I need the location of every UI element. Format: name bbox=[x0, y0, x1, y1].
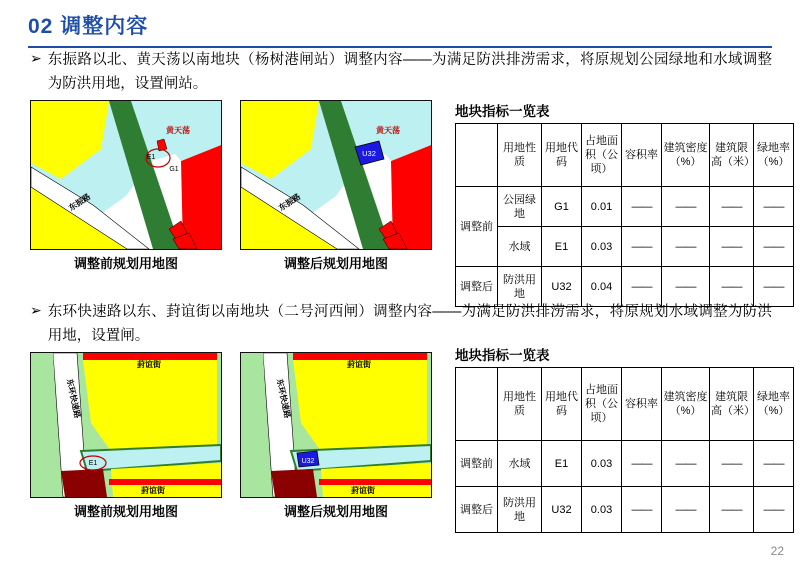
svg-text:E1: E1 bbox=[146, 154, 156, 161]
svg-text:葑谊街: 葑谊街 bbox=[141, 486, 165, 495]
table-row bbox=[456, 227, 794, 267]
page-header bbox=[28, 10, 772, 48]
cell-density: —— bbox=[662, 187, 710, 227]
th-group bbox=[456, 368, 498, 441]
cell-land-type: 水域 bbox=[498, 227, 542, 267]
table-row bbox=[456, 187, 794, 227]
svg-text:E1: E1 bbox=[88, 460, 98, 467]
cell-density: —— bbox=[662, 487, 710, 533]
cell-green: —— bbox=[754, 441, 794, 487]
svg-text:东环快速路: 东环快速路 bbox=[274, 377, 293, 419]
row-group-after: 调整后 bbox=[456, 487, 498, 533]
cell-far: —— bbox=[622, 187, 662, 227]
cell-land-code: U32 bbox=[542, 487, 582, 533]
cell-land-code: G1 bbox=[542, 187, 582, 227]
cell-green: —— bbox=[754, 227, 794, 267]
table-header-row bbox=[456, 368, 794, 441]
svg-text:葑谊街: 葑谊街 bbox=[351, 486, 375, 495]
svg-text:黄天荡: 黄天荡 bbox=[376, 126, 400, 135]
page-number: 22 bbox=[770, 544, 784, 558]
row-group-before: 调整前 bbox=[456, 441, 498, 487]
figure-caption-after-2: 调整后规划用地图 bbox=[283, 504, 388, 519]
bullet-paragraph-1 bbox=[30, 48, 772, 96]
svg-text:东振路: 东振路 bbox=[277, 192, 303, 213]
cell-far: —— bbox=[622, 227, 662, 267]
table-header-row bbox=[456, 124, 794, 187]
cell-area: 0.01 bbox=[582, 187, 622, 227]
indicator-table-2 bbox=[455, 367, 794, 533]
table-row bbox=[456, 487, 794, 533]
th-area: 占地面积（公顷） bbox=[582, 124, 622, 187]
th-green: 绿地率（%） bbox=[754, 124, 794, 187]
cell-far: —— bbox=[622, 267, 662, 307]
th-height: 建筑限高（米） bbox=[710, 368, 754, 441]
cell-density: —— bbox=[662, 441, 710, 487]
cell-land-code: E1 bbox=[542, 227, 582, 267]
th-land-code: 用地代码 bbox=[542, 368, 582, 441]
th-land-type: 用地性质 bbox=[498, 368, 542, 441]
svg-text:东环快速路: 东环快速路 bbox=[64, 377, 83, 419]
cell-density: —— bbox=[662, 267, 710, 307]
cell-land-type: 防洪用地 bbox=[498, 487, 542, 533]
figure-after-2 bbox=[240, 352, 432, 520]
bullet-text-1: 东振路以北、黄天荡以南地块（杨树港闸站）调整内容——为满足防洪排涝需求，将原规划公园绿地和水域调整为防洪用地，设置闸站。 bbox=[47, 52, 772, 92]
table-title-2: 地块指标一览表 bbox=[455, 348, 550, 363]
svg-text:东振路: 东振路 bbox=[67, 192, 93, 213]
row-group-after: 调整后 bbox=[456, 267, 498, 307]
cell-area: 0.03 bbox=[582, 487, 622, 533]
cell-far: —— bbox=[622, 487, 662, 533]
cell-height: —— bbox=[710, 187, 754, 227]
cell-far: —— bbox=[622, 441, 662, 487]
svg-text:葑谊街: 葑谊街 bbox=[347, 360, 371, 369]
th-land-type: 用地性质 bbox=[498, 124, 542, 187]
bullet-marker-icon: ➢ bbox=[30, 302, 42, 318]
th-height: 建筑限高（米） bbox=[710, 124, 754, 187]
bullet-marker-icon: ➢ bbox=[30, 50, 42, 66]
cell-height: —— bbox=[710, 227, 754, 267]
cell-green: —— bbox=[754, 187, 794, 227]
figure-caption-after-1: 调整后规划用地图 bbox=[283, 256, 388, 271]
indicator-table-block-2 bbox=[455, 344, 794, 533]
svg-text:G1: G1 bbox=[169, 166, 179, 173]
cell-land-code: U32 bbox=[542, 267, 582, 307]
figure-caption-before-1: 调整前规划用地图 bbox=[73, 256, 178, 271]
cell-land-type: 防洪用地 bbox=[498, 267, 542, 307]
bullet-text-2: 东环快速路以东、葑谊街以南地块（二号河西闸）调整内容——为满足防洪排涝需求，将原规划水域调整为防洪用地，设置闸。 bbox=[47, 304, 772, 344]
figure-caption-before-2: 调整前规划用地图 bbox=[73, 504, 178, 519]
svg-text:U32: U32 bbox=[362, 149, 376, 158]
map-after-1 bbox=[240, 100, 432, 250]
cell-density: —— bbox=[662, 227, 710, 267]
cell-green: —— bbox=[754, 267, 794, 307]
cell-height: —— bbox=[710, 267, 754, 307]
indicator-table-block-1 bbox=[455, 100, 794, 307]
cell-area: 0.03 bbox=[582, 227, 622, 267]
th-area: 占地面积（公顷） bbox=[582, 368, 622, 441]
cell-land-code: E1 bbox=[542, 441, 582, 487]
cell-land-type: 水域 bbox=[498, 441, 542, 487]
map-after-2 bbox=[240, 352, 432, 498]
th-green: 绿地率（%） bbox=[754, 368, 794, 441]
map-before-2 bbox=[30, 352, 222, 498]
th-density: 建筑密度（%） bbox=[662, 124, 710, 187]
cell-height: —— bbox=[710, 441, 754, 487]
cell-height: —— bbox=[710, 487, 754, 533]
cell-area: 0.04 bbox=[582, 267, 622, 307]
th-far: 容积率 bbox=[622, 368, 662, 441]
table-row bbox=[456, 441, 794, 487]
th-land-code: 用地代码 bbox=[542, 124, 582, 187]
th-far: 容积率 bbox=[622, 124, 662, 187]
figure-before-2 bbox=[30, 352, 222, 520]
cell-green: —— bbox=[754, 487, 794, 533]
figure-before-1 bbox=[30, 100, 222, 272]
cell-area: 0.03 bbox=[582, 441, 622, 487]
indicator-table-1 bbox=[455, 123, 794, 307]
th-density: 建筑密度（%） bbox=[662, 368, 710, 441]
cell-land-type: 公园绿地 bbox=[498, 187, 542, 227]
th-group bbox=[456, 124, 498, 187]
table-title-1: 地块指标一览表 bbox=[455, 104, 550, 119]
page-title: 02 调整内容 bbox=[28, 15, 149, 38]
row-group-before: 调整前 bbox=[456, 187, 498, 267]
svg-text:黄天荡: 黄天荡 bbox=[166, 126, 190, 135]
bullet-paragraph-2 bbox=[30, 300, 772, 348]
svg-text:葑谊街: 葑谊街 bbox=[137, 360, 161, 369]
figure-after-1 bbox=[240, 100, 432, 272]
map-before-1 bbox=[30, 100, 222, 250]
svg-text:U32: U32 bbox=[301, 458, 315, 465]
